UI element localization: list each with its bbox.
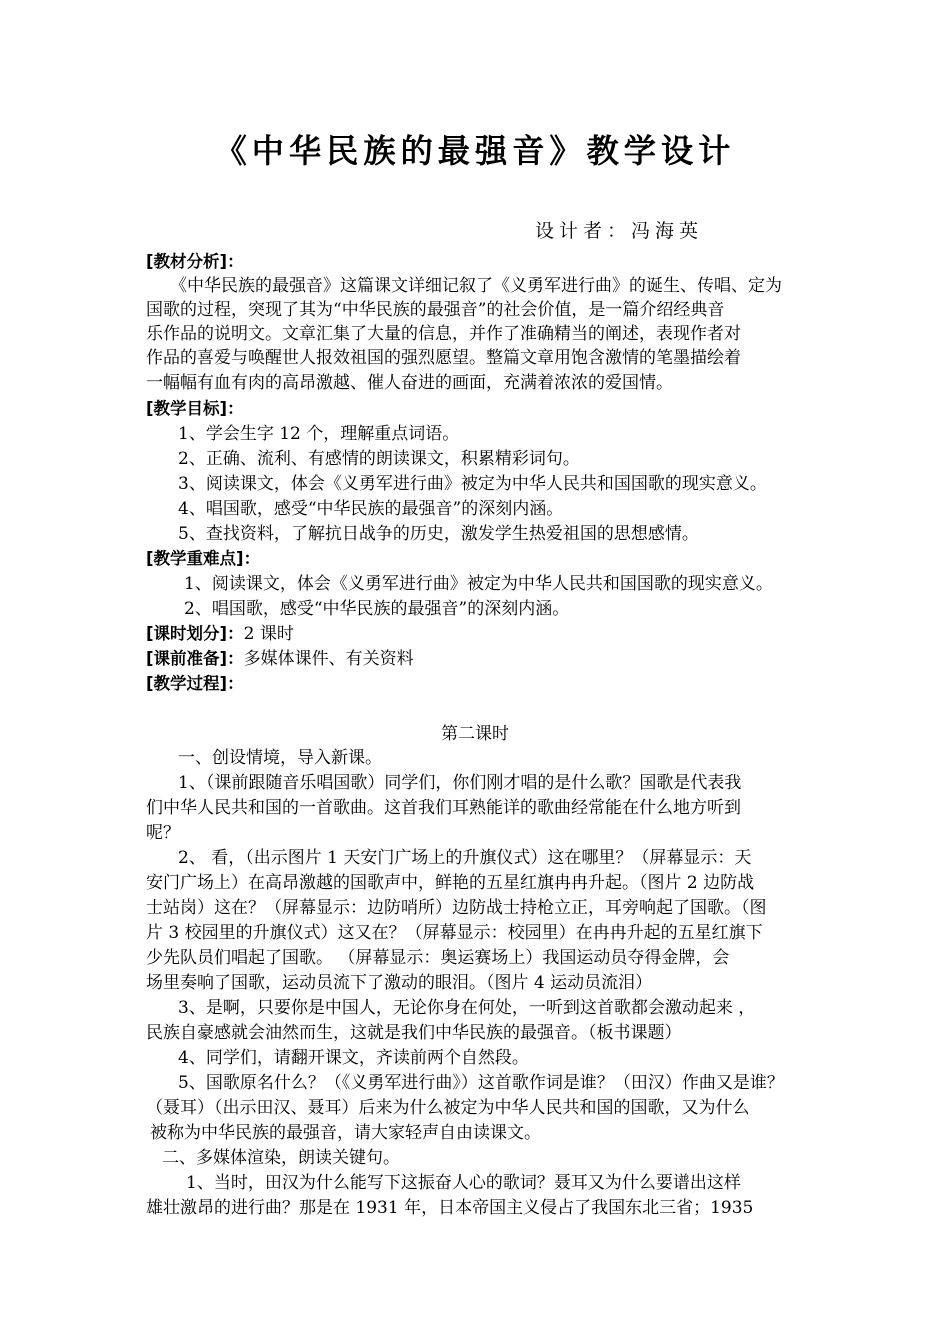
keypoint-item: 2、唱国歌，感受“中华民族的最强音”的深刻内涵。: [184, 599, 570, 619]
document-title: 《中华民族的最强音》教学设计: [214, 132, 736, 170]
lesson-line: 安门广场上）在高昂激越的国歌声中，鲜艳的五星红旗冉冉升起。（图片 2 边防战: [146, 873, 755, 893]
lesson-line: 们中华人民共和国的一首歌曲。这首我们耳熟能详的歌曲经常能在什么地方听到: [146, 798, 741, 818]
lesson-line: 少先队员们唱起了国歌。 （屏幕显示：奥运赛场上）我国运动员夺得金牌，会: [146, 948, 730, 968]
goal-item: 4、唱国歌，感受“中华民族的最强音”的深刻内涵。: [178, 499, 564, 519]
goal-item: 3、阅读课文，体会《义勇军进行曲》被定为中华人民共和国国歌的现实意义。: [178, 474, 767, 494]
prep-value: 多媒体课件、有关资料: [243, 649, 414, 669]
goal-item: 1、学会生字 12 个，理解重点词语。: [178, 424, 460, 444]
hours-line: [146, 622, 294, 646]
lesson-line: 1、当时，田汉为什么能写下这振奋人心的歌词？聂耳又为什么要谱出这样: [186, 1173, 741, 1193]
analysis-heading: [教材分析]：: [146, 252, 244, 271]
lesson-line: （聂耳）（出示田汉、聂耳）后来为什么被定为中华人民共和国的国歌，又为什么: [146, 1098, 750, 1118]
lesson-line: 2、 看，（出示图片 1 天安门广场上的升旗仪式）这在哪里？（屏幕显示：天: [178, 848, 752, 868]
designer-line: 设计者：冯海英: [535, 220, 704, 242]
hours-value: 2 课时: [243, 624, 294, 644]
keypoint-item: 1、阅读课文，体会《义勇军进行曲》被定为中华人民共和国国歌的现实意义。: [184, 574, 773, 594]
lesson-heading: 第二课时: [441, 724, 509, 744]
goals-heading: [教学目标]：: [146, 399, 244, 418]
lesson-line: 3、是啊，只要你是中国人，无论你身在何处，一听到这首歌都会激动起来 ，: [178, 998, 756, 1018]
analysis-line: 乐作品的说明文。文章汇集了大量的信息，并作了准确精当的阐述，表现作者对: [146, 324, 741, 344]
goal-item: 5、查找资料，了解抗日战争的历史，激发学生热爱祖国的思想感情。: [178, 524, 699, 544]
lesson-line: 1、（课前跟随音乐唱国歌）同学们，你们刚才唱的是什么歌？国歌是代表我: [178, 773, 742, 793]
lesson-line: 被称为中华民族的最强音，请大家轻声自由读课文。: [150, 1123, 541, 1143]
lesson-line: 民族自豪感就会油然而生，这就是我们中华民族的最强音。（板书课题）: [146, 1023, 682, 1043]
analysis-line: 作品的喜爱与唤醒世人报效祖国的强烈愿望。整篇文章用饱含激情的笔墨描绘着: [146, 348, 741, 368]
process-heading: [教学过程]：: [146, 674, 244, 693]
prep-line: [146, 647, 414, 671]
lesson-line: 场里奏响了国歌，运动员流下了激动的眼泪。（图片 4 运动员流泪）: [146, 973, 653, 993]
analysis-line: 一幅幅有血有肉的高昂激越、催人奋进的画面，充满着浓浓的爱国情。: [146, 373, 673, 393]
hours-heading: [课时划分]：: [146, 624, 244, 643]
analysis-line: 国歌的过程，突现了其为“中华民族的最强音”的社会价值，是一篇介绍经典音: [146, 300, 725, 320]
goal-item: 2、正确、流利、有感情的朗读课文，积累精彩词句。: [178, 449, 580, 469]
lesson-line: 呢？: [146, 823, 180, 843]
prep-heading: [课前准备]：: [146, 649, 244, 668]
lesson-line: 二、多媒体渲染，朗读关键句。: [162, 1148, 400, 1168]
lesson-line: 一、创设情境，导入新课。: [178, 748, 382, 768]
lesson-line: 5、国歌原名什么？（《义勇军进行曲》）这首歌作词是谁？（田汉）作曲又是谁？: [178, 1073, 784, 1093]
keypoints-heading: [教学重难点]：: [146, 549, 261, 568]
analysis-line: 《中华民族的最强音》这篇课文详细记叙了《义勇军进行曲》的诞生、传唱、定为: [170, 276, 782, 296]
lesson-line: 士站岗）这在？（屏幕显示：边防哨所）边防战士持枪立正，耳旁响起了国歌。（图: [146, 898, 767, 918]
lesson-line: 4、同学们，请翻开课文，齐读前两个自然段。: [178, 1048, 529, 1068]
lesson-line: 雄壮激昂的进行曲？那是在 1931 年，日本帝国主义侵占了我国东北三省；1935: [146, 1198, 754, 1218]
lesson-line: 片 3 校园里的升旗仪式）这又在？（屏幕显示：校园里）在冉冉升起的五星红旗下: [146, 923, 763, 943]
